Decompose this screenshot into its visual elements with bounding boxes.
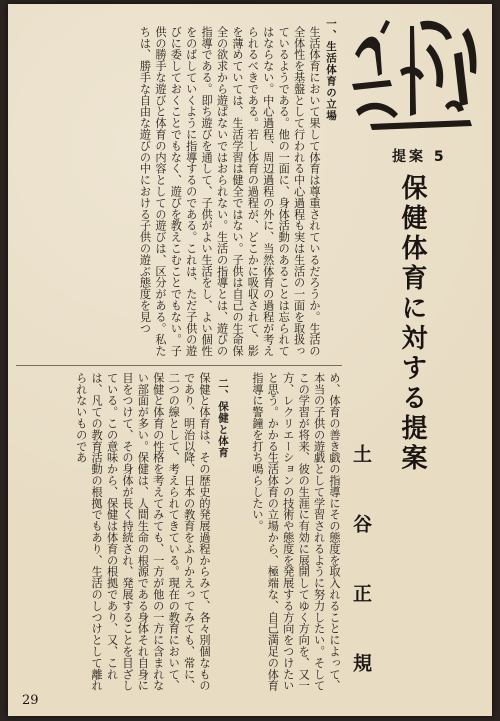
article-title: 保健体育に対する提案 [397, 174, 427, 474]
series-label: 提案 5 [392, 149, 447, 165]
section-1-text: 生活体育において果して体育は尊重されているだろうか。生活の全体性を基盤として行われる中心過程も実は生活の一面を取扱っているようである。他の一面に、身体活動のあることは忘られてはならない。中心過程、周辺過程の外に、当然体育の過程が考えられるべきである。若し体育の過程が、どこかに吸収されて、影を薄めていては、生活学習は健全ではない。子供は自己の生命保全の欲求から遊ばないではおられない。生活の指導とは、遊びの指導である。即ち遊びを通して、子供がよい生活をし、よい個性をのばしていくように指導するのである。これは、ただ子供の遊びに委しておくことでもなく、遊びを教えこむことでもない。子供の勝手な遊びと体育の内容としての遊びは、区分がある。私たちは、勝手な自由な遊びの中における子供の遊ぶ態度を見つ [138, 26, 321, 357]
column-divider [16, 365, 342, 366]
page-number: 29 [22, 693, 39, 708]
ink-illustration [350, 14, 484, 138]
section-1-continued-text: め、体育の善き戯の指導にその態度を取入れることによって、本当の子供の遊戯として学習されるように努力したい。そしてこの学習が将来、彼の生涯に有効に展開してゆく方向を、又一方、レクリエーションの技術や態度を発展する方向をつけたいと思う。かかる生活体育の立場から、極端な、自己満足の体育指導に警鐘を打ち鳴らしたい。 [250, 372, 341, 692]
section-heading-1: 一、生活体育の立場 [325, 18, 337, 122]
magazine-page [8, 4, 492, 716]
section-2-text: 保健と体育は、その歴史的発展過程からみて、各々別個なものであり、明治以降、日本の教育をふりかえってみても、常に、二つの線として、考えられてきている。現在の教育において、保健と体育の性格を考えてみても、一方が他の一方に含まれない部面が多い。保健は、人間生命の根源である身体それ自身に目をつけて、その身体が長く持続され、発展することを目ざしている。この意味から、保健は体育の根拠であり、又、これは、凡ての教育活動の根拠でもあり、生活のしつけとして離れられないものであ [74, 372, 211, 692]
section-heading-2: 二、保健と体育 [217, 378, 229, 459]
author-name: 土 谷 正 規 [350, 444, 372, 694]
